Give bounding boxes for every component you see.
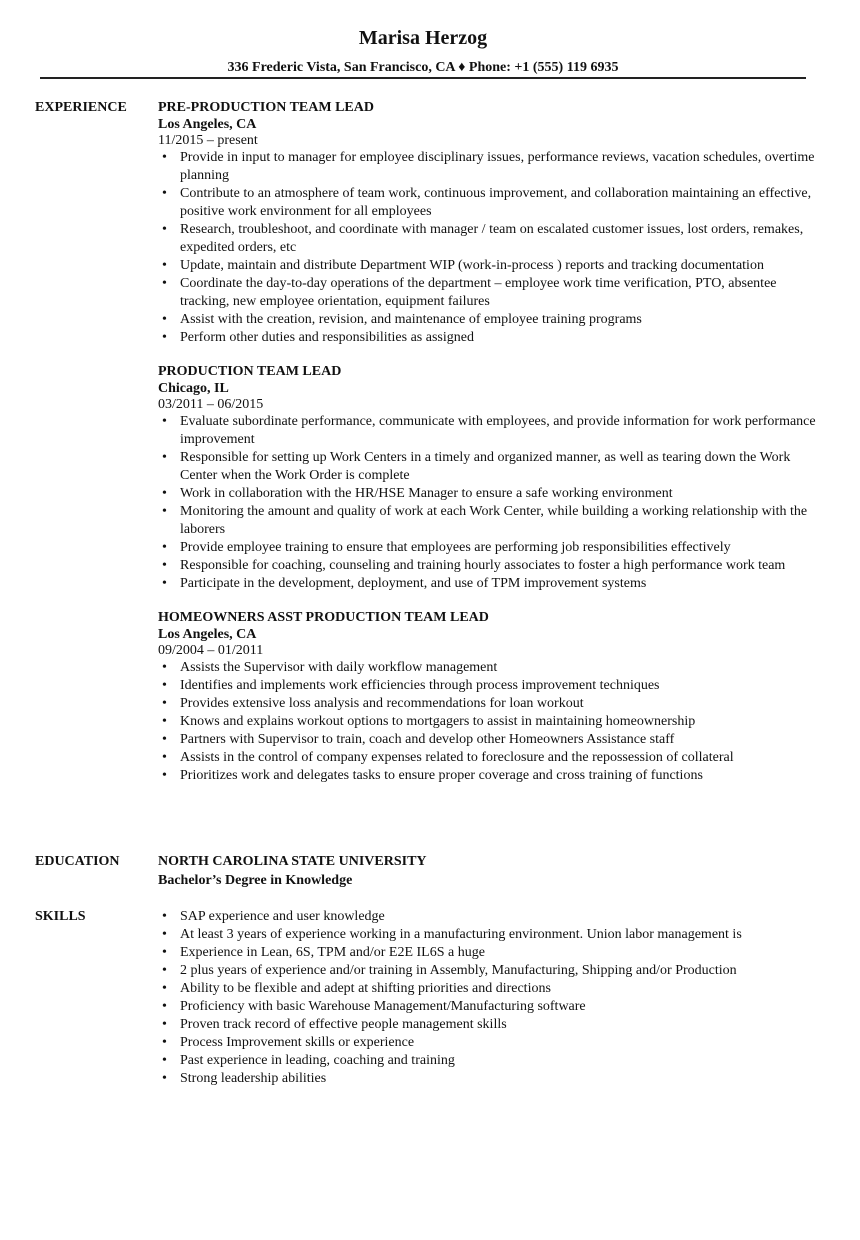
contact-line: 336 Frederic Vista, San Francisco, CA ♦ Phone: +1 (555) 119 6935 [227,60,619,75]
job-location: Los Angeles, CA [158,627,257,642]
candidate-name: Marisa Herzog [358,27,488,49]
job-dates: 09/2004 – 01/2011 [158,643,264,658]
job-entry [158,609,818,785]
experience-body [158,99,818,801]
job-title: HOMEOWNERS ASST PRODUCTION TEAM LEAD [158,610,489,625]
job-location: Chicago, IL [158,381,229,396]
education-school: NORTH CAROLINA STATE UNIVERSITY [158,854,427,869]
skill-item: • Ability to be flexible and adept at shifting priorities and directions [158,980,818,998]
skill-item: • Proficiency with basic Warehouse Management/Manufacturing software [158,998,818,1016]
job-bullet: • Knows and explains workout options to mortgagers to assist in maintaining homeownership [158,713,818,731]
education-body [158,853,818,891]
skill-item: • SAP experience and user knowledge [158,908,818,926]
job-bullet: • Monitoring the amount and quality of work at each Work Center, while building a working relationship with the laborers [158,503,818,539]
job-bullet: • Work in collaboration with the HR/HSE Manager to ensure a safe working environment [158,485,818,503]
section-label-experience: EXPERIENCE [35,100,127,115]
job-bullet: • Perform other duties and responsibilities as assigned [158,329,818,347]
job-bullet: • Research, troubleshoot, and coordinate with manager / team on escalated customer issues, lost orders, remakes, expedited orders, etc [158,221,818,257]
job-location: Los Angeles, CA [158,117,257,132]
job-bullet: • Evaluate subordinate performance, communicate with employees, and provide information for work performance improvement [158,413,818,449]
job-dates: 11/2015 – present [158,133,258,148]
skill-item: • Proven track record of effective people management skills [158,1016,818,1034]
job-entry [158,363,818,593]
job-bullet: • Contribute to an atmosphere of team work, continuous improvement, and collaboration maintaining an effective, positive work environment for all employees [158,185,818,221]
job-bullet: • Responsible for setting up Work Centers in a timely and organized manner, as well as tearing down the Work Center when the Work Order is complete [158,449,818,485]
section-label-education: EDUCATION [35,854,120,869]
job-bullet: • Assists in the control of company expenses related to foreclosure and the repossession of collateral [158,749,818,767]
skill-item: • At least 3 years of experience working in a manufacturing environment. Union labor management is [158,926,818,944]
job-bullets [158,659,818,785]
job-title: PRE-PRODUCTION TEAM LEAD [158,100,374,115]
job-bullet: • Identifies and implements work efficiencies through process improvement techniques [158,677,818,695]
skills-body [158,908,818,1088]
skill-item: • Strong leadership abilities [158,1070,818,1088]
job-bullet: • Partners with Supervisor to train, coach and develop other Homeowners Assistance staff [158,731,818,749]
job-bullet: • Prioritizes work and delegates tasks to ensure proper coverage and cross training of functions [158,767,818,785]
skill-item: • 2 plus years of experience and/or training in Assembly, Manufacturing, Shipping and/or Production [158,962,818,980]
job-bullet: • Assist with the creation, revision, and maintenance of employee training programs [158,311,818,329]
job-bullet: • Responsible for coaching, counseling and training hourly associates to foster a high performance work team [158,557,818,575]
job-bullet: • Provides extensive loss analysis and recommendations for loan workout [158,695,818,713]
job-bullet: • Participate in the development, deployment, and use of TPM improvement systems [158,575,818,593]
skill-item: • Past experience in leading, coaching and training [158,1052,818,1070]
skills-list [158,908,818,1088]
job-bullet: • Coordinate the day-to-day operations of the department – employee work time verification, PTO, absentee tracking, new employee orientation, equipment failures [158,275,818,311]
job-dates: 03/2011 – 06/2015 [158,397,264,412]
job-bullet: • Provide in input to manager for employee disciplinary issues, performance reviews, vacation schedules, overtime planning [158,149,818,185]
job-bullet: • Update, maintain and distribute Department WIP (work-in-process ) reports and tracking documentation [158,257,818,275]
job-bullet: • Provide employee training to ensure that employees are performing job responsibilities effectively [158,539,818,557]
section-label-skills: SKILLS [35,909,86,924]
job-bullets [158,413,818,593]
skill-item: • Experience in Lean, 6S, TPM and/or E2E IL6S a huge [158,944,818,962]
education-degree: Bachelor’s Degree in Knowledge [158,873,353,888]
header-divider [40,77,806,79]
job-entry [158,99,818,347]
job-bullets [158,149,818,347]
job-title: PRODUCTION TEAM LEAD [158,364,342,379]
skill-item: • Process Improvement skills or experience [158,1034,818,1052]
job-bullet: • Assists the Supervisor with daily workflow management [158,659,818,677]
